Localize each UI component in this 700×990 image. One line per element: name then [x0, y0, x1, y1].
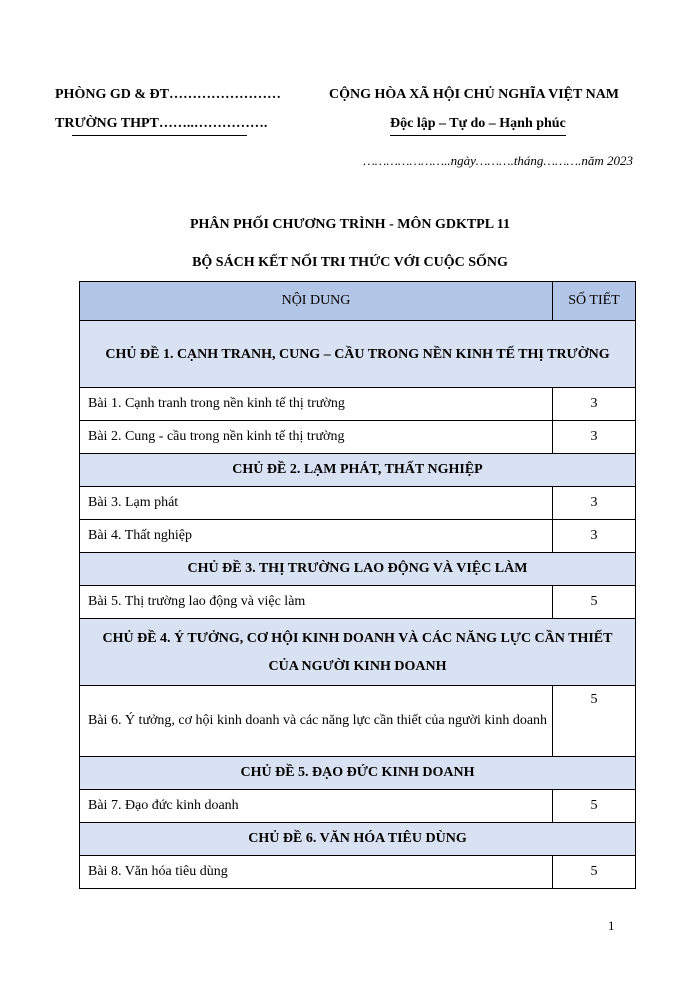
header-content: NỘI DUNG	[80, 282, 553, 321]
topic-title: CHỦ ĐỀ 6. VĂN HÓA TIÊU DÙNG	[80, 823, 636, 856]
lesson-periods: 3	[553, 388, 636, 421]
lesson-periods: 3	[553, 421, 636, 454]
lesson-row	[80, 421, 636, 454]
lesson-row	[80, 686, 636, 757]
lesson-name: Bài 8. Văn hóa tiêu dùng	[80, 856, 553, 889]
lesson-periods: 5	[553, 586, 636, 619]
topic-row	[80, 454, 636, 487]
topic-row	[80, 321, 636, 388]
lesson-name: Bài 2. Cung - cầu trong nền kinh tế thị trường	[80, 421, 553, 454]
document-subtitle: BỘ SÁCH KẾT NỐI TRI THỨC VỚI CUỘC SỐNG	[192, 255, 508, 270]
curriculum-table	[79, 281, 636, 889]
topic-title: CHỦ ĐỀ 2. LẠM PHÁT, THẤT NGHIỆP	[80, 454, 636, 487]
page-number: 1	[608, 918, 615, 933]
school-label: TRƯỜNG THPT……..…………….	[55, 116, 268, 131]
school-underline	[72, 135, 247, 136]
topic-title: CHỦ ĐỀ 5. ĐẠO ĐỨC KINH DOANH	[80, 757, 636, 790]
topic-title: CHỦ ĐỀ 1. CẠNH TRANH, CUNG – CẦU TRONG NỀN KINH TẾ THỊ TRƯỜNG	[80, 321, 636, 388]
lesson-name: Bài 5. Thị trường lao động và việc làm	[80, 586, 553, 619]
lesson-name: Bài 6. Ý tưởng, cơ hội kinh doanh và các năng lực cần thiết của người kinh doanh	[80, 686, 553, 757]
lesson-periods: 5	[553, 790, 636, 823]
motto-underline	[390, 135, 566, 136]
lesson-periods: 5	[553, 686, 636, 757]
national-title: CỘNG HÒA XÃ HỘI CHỦ NGHĨA VIỆT NAM	[329, 87, 620, 102]
lesson-name: Bài 4. Thất nghiệp	[80, 520, 553, 553]
table-header-row	[80, 282, 636, 321]
lesson-row	[80, 520, 636, 553]
lesson-name: Bài 1. Cạnh tranh trong nền kinh tế thị trường	[80, 388, 553, 421]
lesson-name: Bài 3. Lạm phát	[80, 487, 553, 520]
lesson-row	[80, 388, 636, 421]
topic-title: CHỦ ĐỀ 4. Ý TƯỞNG, CƠ HỘI KINH DOANH VÀ CÁC NĂNG LỰC CẦN THIẾT CỦA NGƯỜI KINH DOANH	[80, 619, 636, 686]
topic-row	[80, 619, 636, 686]
topic-title: CHỦ ĐỀ 3. THỊ TRƯỜNG LAO ĐỘNG VÀ VIỆC LÀM	[80, 553, 636, 586]
document-title: PHÂN PHỐI CHƯƠNG TRÌNH - MÔN GDKTPL 11	[189, 217, 511, 232]
national-motto: Độc lập – Tự do – Hạnh phúc	[390, 116, 566, 131]
lesson-name: Bài 7. Đạo đức kinh doanh	[80, 790, 553, 823]
topic-row	[80, 757, 636, 790]
lesson-periods: 3	[553, 487, 636, 520]
header-periods: SỐ TIẾT	[553, 282, 636, 321]
lesson-row	[80, 586, 636, 619]
date-line: …………………..ngày……….tháng……….năm 2023	[363, 153, 633, 168]
topic-row	[80, 823, 636, 856]
department-label: PHÒNG GD & ĐT……………………	[55, 87, 281, 102]
lesson-periods: 3	[553, 520, 636, 553]
lesson-row	[80, 487, 636, 520]
topic-row	[80, 553, 636, 586]
lesson-row	[80, 790, 636, 823]
lesson-row	[80, 856, 636, 889]
lesson-periods: 5	[553, 856, 636, 889]
